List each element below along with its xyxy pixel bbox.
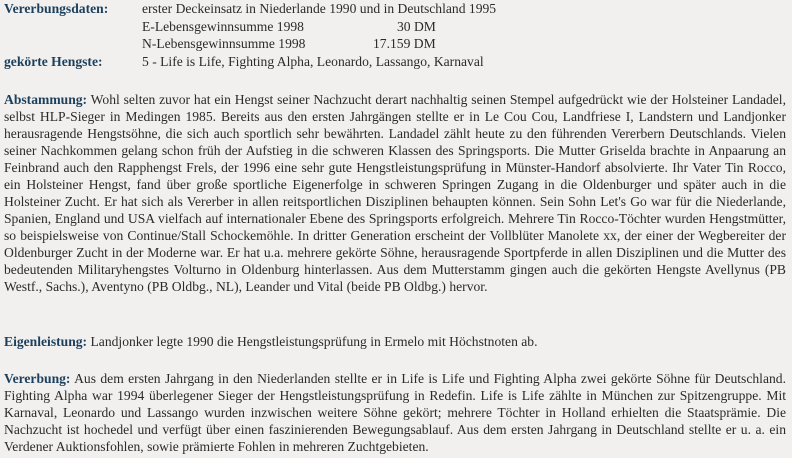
vererbung-text: Aus dem ersten Jahrgang in den Niederlanden stellte er in Life is Life und Fighting Alpha zwei gekörte Söhne für Deutschland. Fighting Alpha war 1994 überlegener Sieger der Hengstleistungsprüfung in Redefin. Life is Life zählte in München zur Spitzengruppe. Mit Karnaval, Leonardo und Lassango wurden inzwischen weitere Söhne gekört; mehrere Töchter in Holland erhielten die Staatsprämie. Die Nachzucht ist hochedel und verfügt über einen faszinierenden Bewegungsablauf. Aus dem ersten Jahrgang in Deutschland stellte er u. a. ein Verdener Auktionsfohlen, sowie prämierte Fohlen in mehreren Zuchtgebieten. — [4, 371, 786, 454]
header-row-n-lebensgewinnsumme — [4, 35, 788, 53]
abstammung-text: Wohl selten zuvor hat ein Hengst seiner Nachzucht derart nachhaltig seinen Stempel aufgedrückt wie der Holsteiner Landadel, selbst HLP-Sieger in Medingen 1985. Bereits aus den ersten Jahrgängen stellte er in Le Cou Cou, Landfriese I, Landstern und Landjonker herausragende Hengstsöhne, die sich auch sportlich sehr bewährten. Landadel zählt heute zu den führenden Vererbern Deutschlands. Vielen seiner Nachkommen gelang schon früh der Aufstieg in die schweren Klassen des Springsports. Die Mutter Griselda brachte in Anpaarung an Feinbrand auch den Rapphengst Frels, der 1996 eine sehr gute Hengstleistungsprüfung in Münster-Handorf absolvierte. Ihr Vater Tin Rocco, ein Holsteiner Hengst, fand über große sportliche Eigenerfolge in schweren Springen Zugang in die Oldenburger und später auch in die Holsteiner Zucht. Er hat sich als Vererber in allen reitsportlichen Disziplinen behaupten können. Sein Sohn Let's Go war für die Niederlande, Spanien, England und USA vielfach auf internationaler Ebene des Springsports erfolgreich. Mehrere Tin Rocco-Töchter wurden Hengstmütter, so beispielsweise von Continue/Stall Schockemöhle. In dritter Generation erscheint der Vollblüter Manolete xx, der einer der Wegbereiter der Oldenburger Zucht in der Moderne war. Er hat u.a. mehrere gekörte Söhne, herausragende Sportpferde in allen Disziplinen und die Mutter des bedeutenden Militaryhengstes Volturno in Oldenburg hinterlassen. Aus dem Mutterstamm gingen auch die gekörten Hengste Avellynus (PB Westf., Sachs.), Aventyno (PB Oldbg., NL), Leander und Vital (beide PB Oldbg.) hervor. — [4, 92, 786, 294]
vererbungsdaten-label: Vererbungsdaten: — [4, 1, 109, 16]
header-row-gekoerte-hengste — [4, 53, 788, 71]
header-row-e-lebensgewinnsumme — [4, 18, 788, 36]
abstammung-label: Abstammung: — [4, 92, 88, 107]
deckeinsatz-text: erster Deckeinsatz in Niederlande 1990 und in Deutschland 1995 — [142, 1, 497, 16]
gekoerte-hengste-label: gekörte Hengste: — [4, 53, 103, 69]
vererbung-section — [4, 370, 786, 455]
n-lebensgewinnsumme-value: 17.159 DM — [373, 36, 436, 51]
vererbung-label: Vererbung: — [4, 371, 71, 386]
e-lebensgewinnsumme-value: 30 DM — [397, 18, 436, 34]
breeding-data-header — [4, 0, 788, 70]
eigenleistung-section — [4, 333, 786, 350]
header-row-deckeinsatz — [4, 0, 788, 18]
abstammung-section — [4, 91, 786, 295]
eigenleistung-text: Landjonker legte 1990 die Hengstleistungsprüfung in Ermelo mit Höchstnoten ab. — [90, 334, 538, 349]
gekoerte-hengste-value: 5 - Life is Life, Fighting Alpha, Leonardo, Lassango, Karnaval — [142, 53, 484, 69]
n-lebensgewinnsumme-label: N-Lebensgewinnsumme 1998 — [142, 36, 306, 51]
e-lebensgewinnsumme-label: E-Lebensgewinnsumme 1998 — [142, 18, 304, 34]
eigenleistung-label: Eigenleistung: — [4, 334, 88, 349]
